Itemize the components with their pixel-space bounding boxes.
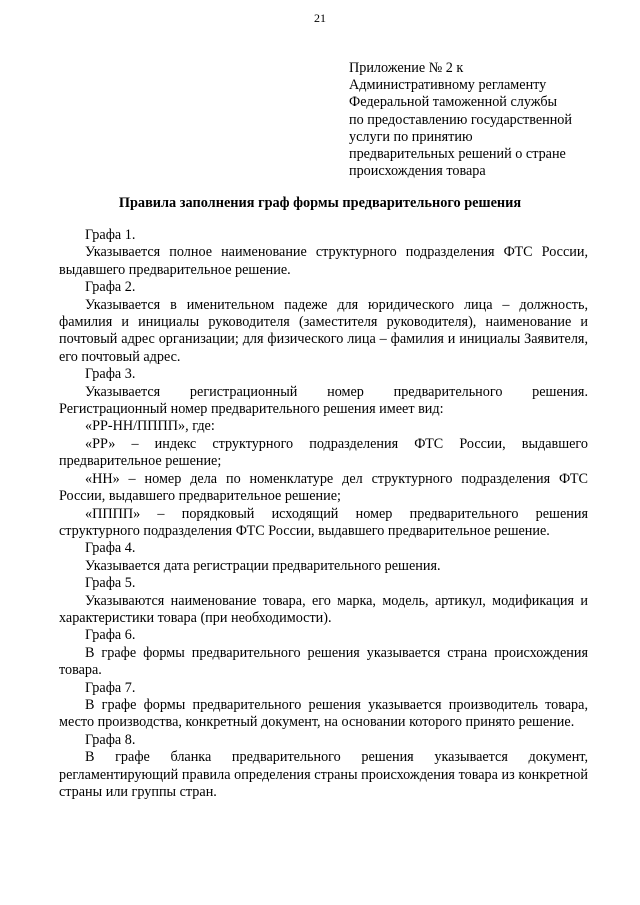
- appendix-line: Федеральной таможенной службы: [349, 94, 558, 111]
- section-paragraph: В графе формы предварительного решения указывается страна происхождения товара.: [59, 644, 588, 679]
- section-label: Графа 5.: [85, 575, 136, 592]
- section-label: Графа 2.: [85, 279, 136, 296]
- section-paragraph: Указывается дата регистрации предварительного решения.: [85, 557, 441, 574]
- section-paragraph: «НН» – номер дела по номенклатуре дел структурного подразделения ФТС России, выдавшего предварительное решение;: [59, 470, 588, 505]
- appendix-line: Приложение № 2 к: [349, 60, 464, 76]
- section-paragraph: В графе бланка предварительного решения указывается документ, регламентирующий правила определения страны происхождения товара из конкретной страны или группы стран.: [59, 749, 588, 800]
- section-label: Графа 7.: [85, 679, 136, 696]
- section-paragraph: Указывается в именительном падеже для юридического лица – должность, фамилия и инициалы руководителя (заместителя руководителя), наименование и почтовый адрес организации; для физического лица – фамилия и инициалы Заявителя, его почтовый адрес.: [59, 296, 588, 365]
- section-paragraph: Указывается полное наименование структурного подразделения ФТС России, выдавшего предварительное решение.: [59, 244, 588, 278]
- appendix-line: услуги по принятию: [349, 128, 473, 145]
- section-paragraph: «ПППП» – порядковый исходящий номер предварительного решения структурного подразделения ФТС России, выдавшего предварительное решение.: [59, 505, 588, 539]
- section-label: Графа 8.: [85, 731, 136, 748]
- section-paragraph: Указывается регистрационный номер предварительного решения. Регистрационный номер предварительного решения имеет вид:: [59, 383, 588, 418]
- section-label: Графа 1.: [85, 227, 136, 243]
- appendix-line: предварительных решений о стране: [349, 146, 566, 163]
- section-paragraph: «РР-НН/ПППП», где:: [85, 418, 215, 435]
- document-title: Правила заполнения граф формы предварительного решения: [118, 195, 522, 211]
- section-paragraph: В графе формы предварительного решения указывается производитель товара, место производства, конкретный документ, на основании которого принято решение.: [59, 696, 588, 731]
- section-label: Графа 6.: [85, 627, 136, 644]
- appendix-reference: [349, 60, 609, 180]
- section-paragraph: «РР» – индекс структурного подразделения ФТС России, выдавшего предварительное решение;: [59, 435, 588, 470]
- page-number: 21: [314, 11, 326, 25]
- appendix-line: Административному регламенту: [349, 77, 547, 94]
- document-body: [59, 227, 588, 801]
- section-paragraph: Указываются наименование товара, его марка, модель, артикул, модификация и характеристики товара (при необходимости).: [59, 592, 588, 626]
- section-label: Графа 3.: [85, 366, 136, 383]
- section-label: Графа 4.: [85, 540, 136, 557]
- appendix-line: по предоставлению государственной: [349, 111, 572, 128]
- appendix-line: происхождения товара: [349, 163, 486, 180]
